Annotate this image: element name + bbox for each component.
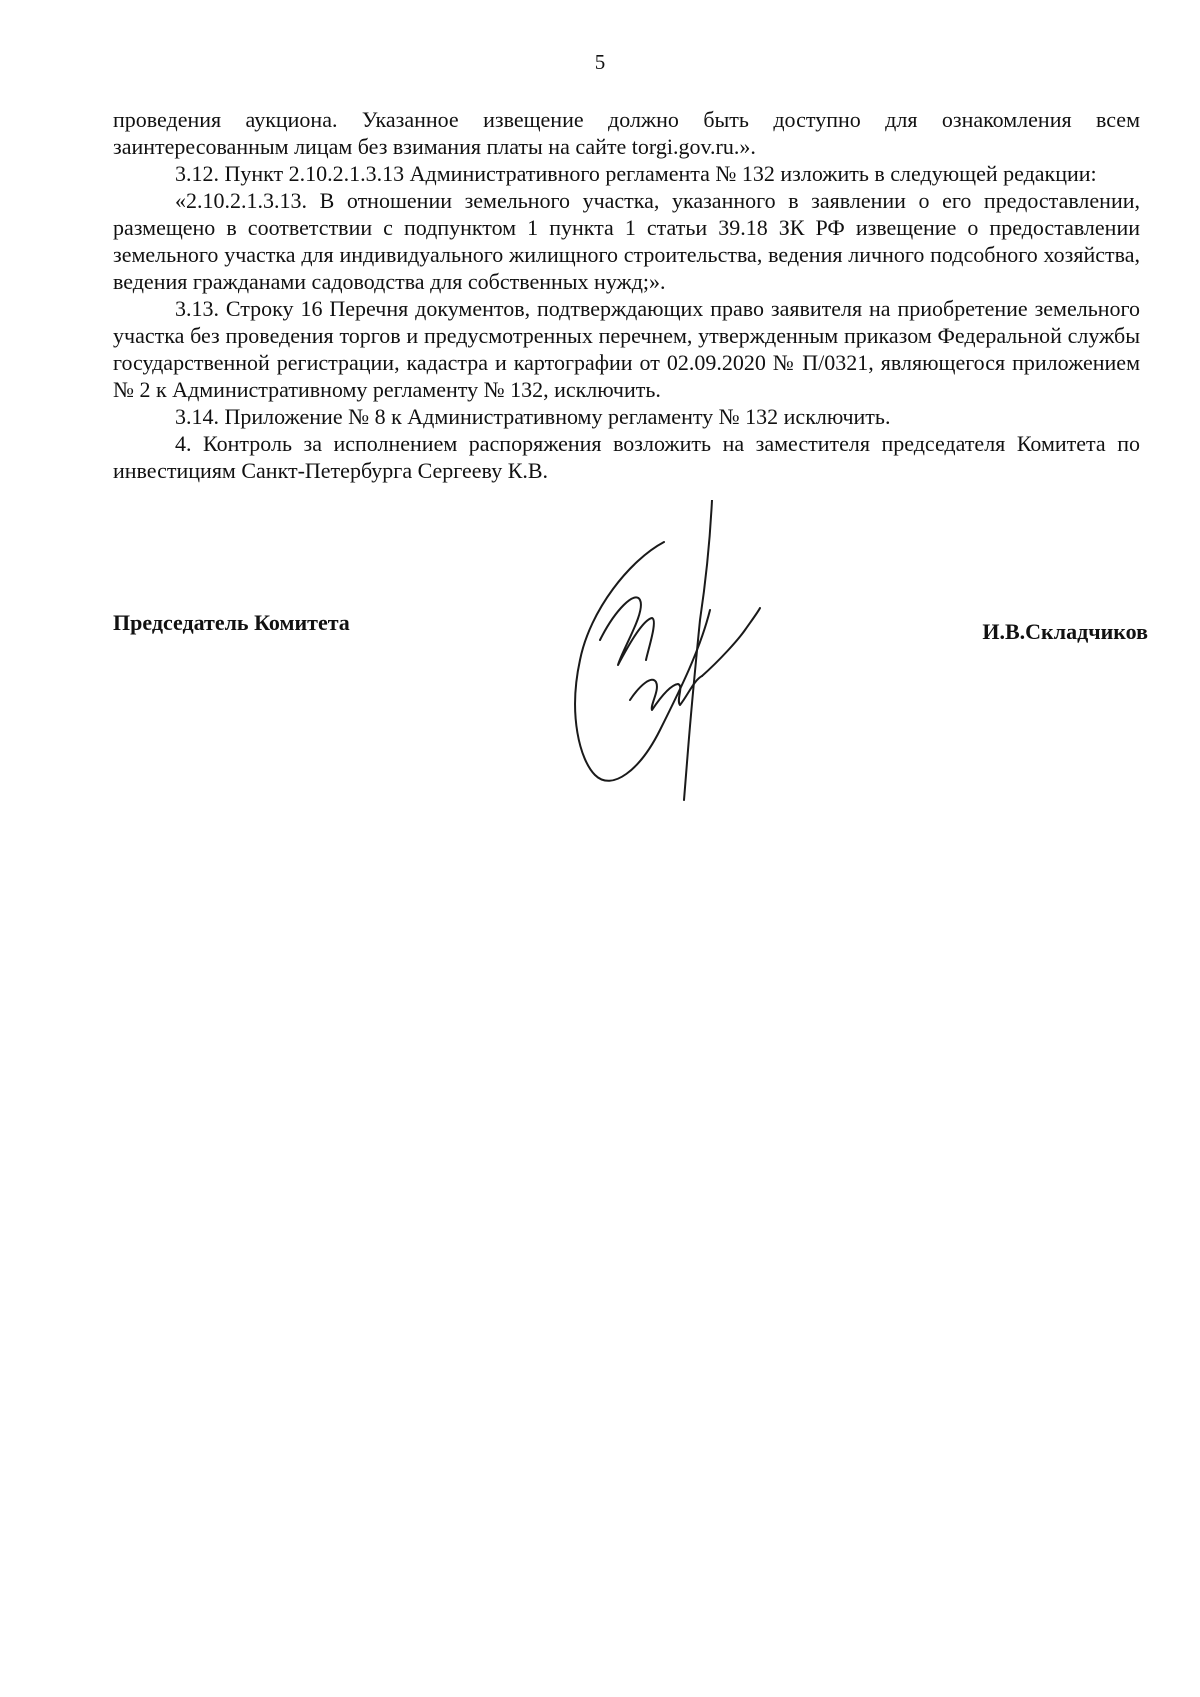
document-body	[113, 106, 1140, 484]
signatory-position: Председатель Комитета	[113, 610, 350, 635]
paragraph-3-12: 3.12. Пункт 2.10.2.1.3.13 Административного регламента № 132 изложить в следующей редакции:	[175, 161, 1097, 186]
page-number: 5	[594, 50, 606, 74]
paragraph-4: 4. Контроль за исполнением распоряжения возложить на заместителя председателя Комитета по инвестициям Санкт-Петербурга Сергееву К.В.	[113, 431, 1140, 483]
paragraph-quoted-2-10-2-1-3-13: «2.10.2.1.3.13. В отношении земельного участка, указанного в заявлении о его предоставлении, размещено в соответствии с подпунктом 1 пункта 1 статьи 39.18 ЗК РФ извещение о предоставлении земельного участка для индивидуального жилищного строительства, ведения личного подсобного хозяйства, ведения гражданами садоводства для собственных нужд;».	[113, 188, 1140, 294]
signatory-name: И.В.Складчиков	[982, 619, 1148, 644]
paragraph-3-13: 3.13. Строку 16 Перечня документов, подтверждающих право заявителя на приобретение земельного участка без проведения торгов и предусмотренных перечнем, утвержденным приказом Федеральной службы государственной регистрации, кадастра и картографии от 02.09.2020 № П/0321, являющегося приложением № 2 к Административному регламенту № 132, исключить.	[113, 296, 1140, 402]
paragraph-3-14: 3.14. Приложение № 8 к Административному регламенту № 132 исключить.	[175, 404, 891, 429]
handwritten-signature-icon	[560, 500, 800, 810]
paragraph-continuation: проведения аукциона. Указанное извещение должно быть доступно для ознакомления всем заинтересованным лицам без взимания платы на сайте torgi.gov.ru.».	[113, 107, 1140, 159]
